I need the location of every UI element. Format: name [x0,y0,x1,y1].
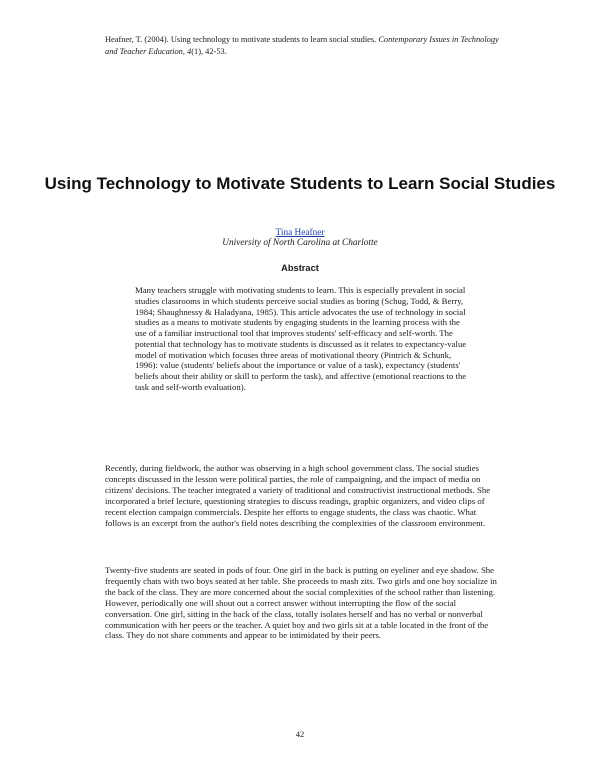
citation-journal: Contemporary Issues in Technology and Teacher Education, 4 [105,35,499,56]
citation-reference: Heafner, T. (2004). Using technology to motivate students to learn social studies. [105,35,379,44]
body-paragraph: Recently, during fieldwork, the author was observing in a high school government class. The social studies concepts discussed in the lesson were political parties, the role of campaigning, and the impact of media on citizens' decisions. The teacher integrated a variety of traditional and constructivist instructional methods. She incorporated a brief lecture, questioning strategies to discuss readings, graphic organizers, and video clips of recent election campaign commercials. Despite her efforts to engage students, the class was chaotic. What follows is an excerpt from the author's field notes describing the complexities of the classroom environment. [105,463,491,528]
paper-title: Using Technology to Motivate Students to Learn Social Studies [44,174,556,193]
citation-header [105,34,505,58]
body-paragraph: Twenty-five students are seated in pods of four. One girl in the back is putting on eyeliner and eye shadow. She frequently chats with two boys seated at her table. She proceeds to mash zits. Two girls and one boy socialize in the back of the class. They are more concerned about the social complexities of the school rather than listening. However, periodically one will shout out a correct answer without interrupting the flow of the social conversation. One girl, sitting in the back of the class, totally isolates herself and has no verbal or nonverbal communication with her peers or the teacher. A quiet boy and two girls sit at a table located in the front of the class. They do not share comments and appear to be intimidated by their peers. [105,565,497,641]
author-affiliation: University of North Carolina at Charlotte [222,238,378,248]
author-name-link[interactable]: Tina Heafner [275,228,325,238]
abstract-body: Many teachers struggle with motivating students to learn. This is especially prevalent in social studies classrooms in which students perceive social studies as boring (Schug, Todd, & Berry, 1984; Shaughnessy & Haladyana, 1985). This article advocates the use of technology in social studies as a means to motivate students by engaging students in the learning process with the use of a familiar instructional tool that improves students' self-efficacy and self-worth. The potential that technology has to motivate students is discussed as it relates to expectancy-value model of motivation which focuses three areas of motivational theory (Pintrich & Schunk, 1996): value (students' beliefs about the importance or value of a task), expectancy (students' beliefs about their ability or skill to perform the task), and affective (emotional reactions to the task and self-worth evaluation). [135,285,467,392]
citation-issue-pages: (1), 42-53. [191,47,227,56]
page-number: 42 [295,729,305,739]
abstract-heading: Abstract [281,263,319,273]
